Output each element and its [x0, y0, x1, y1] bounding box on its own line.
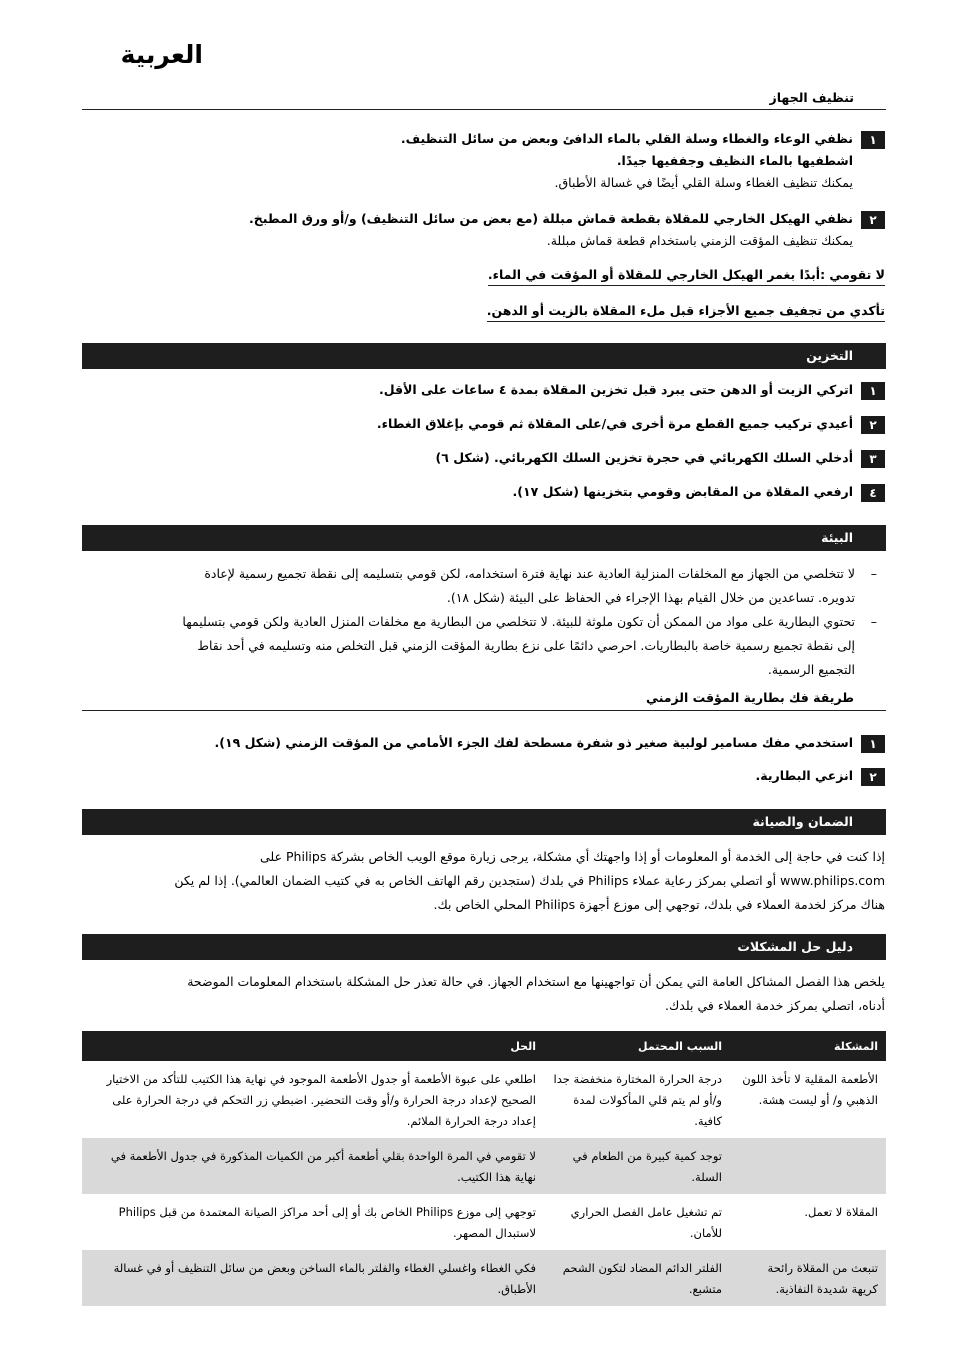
paragraph-line: www.philips.com أو اتصلي بمركز رعاية عملاء Philips في بلدك (ستجدين رقم الهاتف الخاص به في كتيب الضمان العالمي). إذا لم يكن [174, 873, 885, 888]
table-row [82, 1138, 886, 1194]
step-number: ١ [861, 735, 885, 753]
column-header-problem: المشكلة [730, 1031, 886, 1061]
cell-solution: فكي الغطاء واغسلي الغطاء والفلتر بالماء الساخن وبعض من سائل التنظيف أو في غسالة الأطباق. [82, 1250, 544, 1306]
warning-note: لا تقومي :أبدًا بغمر الهيكل الخارجي للمقلاة أو المؤقت في الماء. [488, 267, 885, 286]
step-number: ٢ [861, 768, 885, 786]
cell-problem: تنبعث من المقلاة رائحة كريهة شديدة النفاذية. [730, 1250, 886, 1306]
cell-problem: الأطعمة المقلية لا تأخذ اللون الذهبي و/ أو ليست هشة. [742, 1072, 878, 1107]
bullet-line: تحتوي البطارية على مواد من الممكن أن تكون ملوثة للبيئة. لا تتخلصي من البطارية مع مخلفات المنزل العادية ولكن قومي بتسليمها [182, 614, 855, 629]
storage-heading: التخزين [82, 343, 886, 369]
column-header-cause: السبب المحتمل [544, 1031, 730, 1061]
step-number: ٢ [861, 211, 885, 229]
bullet-dash: – [870, 566, 877, 581]
step-text: اتركي الزيت أو الدهن حتى يبرد قبل تخزين المقلاة بمدة ٤ ساعات على الأقل. [379, 382, 853, 397]
cleaning-rule [82, 109, 886, 110]
environment-bullet-1 [80, 562, 877, 610]
battery-rule [82, 710, 886, 711]
cell-solution: اطلعي على عبوة الأطعمة أو جدول الأطعمة الموجود في نهاية هذا الكتيب للتأكد من الاختيار الصحيح لإعداد درجة الحرارة و/أو وقت التحضير. اضبطي زر التحكم في درجة الحرارة على إعداد درجة الحرارة الملائم. [106, 1072, 536, 1128]
troubleshooting-heading: دليل حل المشكلات [82, 934, 886, 960]
cleaning-step-2 [85, 208, 885, 252]
bullet-line: إلى نقطة تجميع رسمية خاصة بالبطاريات. احرصي دائمًا على نزع بطارية المؤقت الزمني قبل التخلص منه وتسليمه في أحد نقاط [197, 638, 855, 653]
cleaning-step-1 [85, 128, 885, 194]
step-note: يمكنك تنظيف الغطاء وسلة القلي أيضًا في غسالة الأطباق. [554, 175, 853, 190]
step-text: اشطفيها بالماء النظيف وجففيها جيدًا. [616, 153, 853, 168]
paragraph-line: يلخص هذا الفصل المشاكل العامة التي يمكن أن تواجهينها مع استخدام الجهاز. في حالة تعذر حل المشكلة باستخدام المعلومات الموضحة [187, 974, 885, 989]
table-row [82, 1250, 886, 1306]
bullet-line: التجميع الرسمية. [767, 662, 855, 677]
troubleshooting-table [82, 1031, 886, 1306]
cell-cause: تم تشغيل عامل الفصل الحراري للأمان. [570, 1205, 722, 1240]
paragraph-line: إذا كنت في حاجة إلى الخدمة أو المعلومات أو إذا واجهتك أي مشكلة، يرجى زيارة موقع الويب الخاص بشركة Philips على [260, 849, 885, 864]
column-header-solution: الحل [82, 1031, 544, 1061]
storage-step-3 [85, 447, 885, 469]
warranty-paragraph [95, 845, 885, 917]
paragraph-line: هناك مركز لخدمة العملاء في بلدك، توجهي إلى موزع أجهزة Philips المحلي الخاص بك. [433, 897, 885, 912]
cell-cause: توجد كمية كبيرة من الطعام في السلة. [544, 1138, 730, 1194]
cleaning-heading: تنظيف الجهاز [769, 90, 854, 105]
cell-problem [730, 1138, 886, 1194]
step-number: ١ [861, 131, 885, 149]
battery-step-1 [85, 732, 885, 754]
cell-cause: درجة الحرارة المختارة منخفضة جدا و/أو لم يتم قلي المأكولات لمدة كافية. [553, 1072, 722, 1128]
table-header-row [82, 1031, 886, 1061]
troubleshooting-intro [95, 970, 885, 1018]
caution-note: تأكدي من تجفيف جميع الأجزاء قبل ملء المقلاة بالزيت أو الدهن. [487, 303, 885, 322]
paragraph-line: أدناه، اتصلي بمركز خدمة العملاء في بلدك. [665, 998, 885, 1013]
step-text: أدخلي السلك الكهربائي في حجرة تخزين السلك الكهربائي. (شكل ٦) [435, 450, 853, 465]
bullet-dash: – [870, 614, 877, 629]
step-text: ارفعي المقلاة من المقابض وقومي بتخزينها (شكل ١٧). [512, 484, 853, 499]
cell-solution: توجهي إلى موزع Philips الخاص بك أو إلى أحد مراكز الصيانة المعتمدة من قبل Philips لاستبدال المصهر. [118, 1205, 536, 1240]
bullet-line: تدويره. تساعدين من خلال القيام بهذا الإجراء في الحفاظ على البيئة (شكل ١٨). [446, 590, 855, 605]
step-note: يمكنك تنظيف المؤقت الزمني باستخدام قطعة قماش مبللة. [546, 233, 853, 248]
table-row [82, 1194, 886, 1250]
bullet-line: لا تتخلصي من الجهاز مع المخلفات المنزلية العادية عند نهاية فترة استخدامه، لكن قومي بتسليمه إلى نقطة تجميع رسمية لإعادة [204, 566, 855, 581]
cell-cause: الفلتر الدائم المضاد لتكون الشحم متشبع. [544, 1250, 730, 1306]
battery-heading: طريقة فك بطارية المؤقت الزمني [646, 690, 854, 705]
warranty-heading: الضمان والصيانة [82, 809, 886, 835]
step-text: نظفي الوعاء والغطاء وسلة القلي بالماء الدافئ وبعض من سائل التنظيف. [400, 131, 853, 146]
storage-step-1 [85, 379, 885, 401]
step-number: ٤ [861, 484, 885, 502]
storage-step-4 [85, 481, 885, 503]
storage-step-2 [85, 413, 885, 435]
step-number: ٣ [861, 450, 885, 468]
step-text: استخدمي مفك مسامير لولبية صغير ذو شفرة مسطحة لفك الجزء الأمامي من المؤقت الزمني (شكل ١٩). [214, 735, 853, 750]
step-text: نظفي الهيكل الخارجي للمقلاة بقطعة قماش مبللة (مع بعض من سائل التنظيف) و/أو ورق المطبخ. [248, 211, 853, 226]
cell-problem: المقلاة لا تعمل. [804, 1205, 878, 1219]
table-row [82, 1061, 886, 1138]
cell-solution: لا تقومي في المرة الواحدة بقلي أطعمة أكبر من الكميات المذكورة في جدول الأطعمة في نهاية هذا الكتيب. [82, 1138, 544, 1194]
environment-heading: البيئة [82, 525, 886, 551]
page-language-title: العربية [120, 40, 203, 69]
battery-step-2 [85, 765, 885, 787]
step-text: أعيدي تركيب جميع القطع مرة أخرى في/على المقلاة ثم قومي بإغلاق الغطاء. [376, 416, 853, 431]
step-text: انزعي البطارية. [755, 768, 853, 783]
environment-bullet-2 [80, 610, 877, 682]
step-number: ١ [861, 382, 885, 400]
step-number: ٢ [861, 416, 885, 434]
